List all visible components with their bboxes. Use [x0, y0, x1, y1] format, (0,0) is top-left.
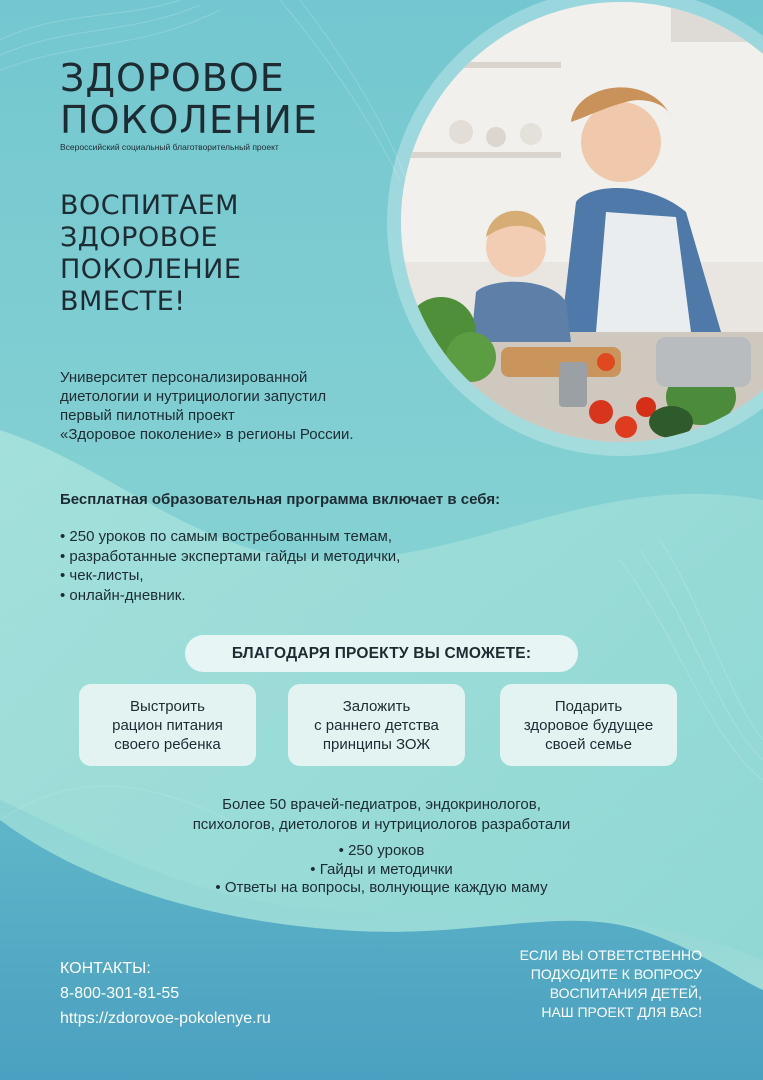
call-to-action: [480, 946, 702, 1022]
list-item: • Ответы на вопросы, волнующие каждую маму: [100, 879, 663, 898]
experts-line: Более 50 врачей-педиатров, эндокринологов,: [222, 796, 541, 813]
intro-line: «Здоровое поколение» в регионы России.: [60, 426, 354, 443]
list-item: • 250 уроков по самым востребованным темам,: [60, 527, 400, 547]
logo-title-line: ЗДОРОВОЕ: [60, 56, 285, 100]
card-line: Заложить: [342, 697, 411, 715]
program-list: [60, 527, 400, 605]
benefit-card: [288, 684, 465, 766]
benefit-card: [500, 684, 677, 766]
phone-link[interactable]: 8-800-301-81-55: [60, 985, 180, 1002]
contacts: [60, 956, 271, 1031]
list-item: • чек-листы,: [60, 566, 400, 586]
benefits-title: БЛАГОДАРЯ ПРОЕКТУ ВЫ СМОЖЕТЕ:: [185, 635, 578, 672]
card-line: Подарить: [554, 697, 623, 715]
card-line: своей семье: [545, 735, 632, 753]
intro-line: Университет персонализированной: [60, 369, 308, 386]
card-line: с раннего детства: [314, 716, 439, 734]
headline-line: ЗДОРОВОЕ: [60, 222, 219, 253]
logo-subtitle: Всероссийский социальный благотворительный проект: [60, 142, 279, 152]
intro-text: [60, 368, 420, 444]
card-line: принципы ЗОЖ: [322, 735, 431, 753]
logo-title: [60, 57, 360, 141]
list-item: • Гайды и методички: [100, 861, 663, 880]
benefit-card: [79, 684, 256, 766]
headline-line: ВМЕСТЕ!: [60, 286, 186, 317]
list-item: • разработанные экспертами гайды и методички,: [60, 547, 400, 567]
website-link[interactable]: https://zdorovoe-pokolenye.ru: [60, 1010, 271, 1027]
headline: [60, 190, 360, 318]
experts-line: психологов, диетологов и нутрициологов разработали: [192, 816, 571, 833]
cta-line: ПОДХОДИТЕ К ВОПРОСУ: [530, 966, 702, 982]
headline-line: ВОСПИТАЕМ: [60, 190, 239, 221]
cta-line: ВОСПИТАНИЯ ДЕТЕЙ,: [549, 985, 702, 1001]
experts-list: [100, 842, 663, 898]
card-line: здоровое будущее: [523, 716, 654, 734]
contacts-label: КОНТАКТЫ:: [60, 960, 151, 977]
card-line: своего ребенка: [114, 735, 221, 753]
logo-title-line: ПОКОЛЕНИЕ: [60, 98, 318, 142]
experts-text: [100, 795, 663, 835]
list-item: • онлайн-дневник.: [60, 586, 400, 606]
card-line: Выстроить: [130, 697, 205, 715]
intro-line: диетологии и нутрициологии запустил: [60, 388, 327, 405]
program-title: Бесплатная образовательная программа включает в себя:: [60, 491, 501, 508]
list-item: • 250 уроков: [100, 842, 663, 861]
headline-line: ПОКОЛЕНИЕ: [60, 254, 242, 285]
intro-line: первый пилотный проект: [60, 407, 235, 424]
cta-line: НАШ ПРОЕКТ ДЛЯ ВАС!: [541, 1004, 702, 1020]
cta-line: ЕСЛИ ВЫ ОТВЕТСТВЕННО: [519, 947, 702, 963]
card-line: рацион питания: [112, 716, 223, 734]
